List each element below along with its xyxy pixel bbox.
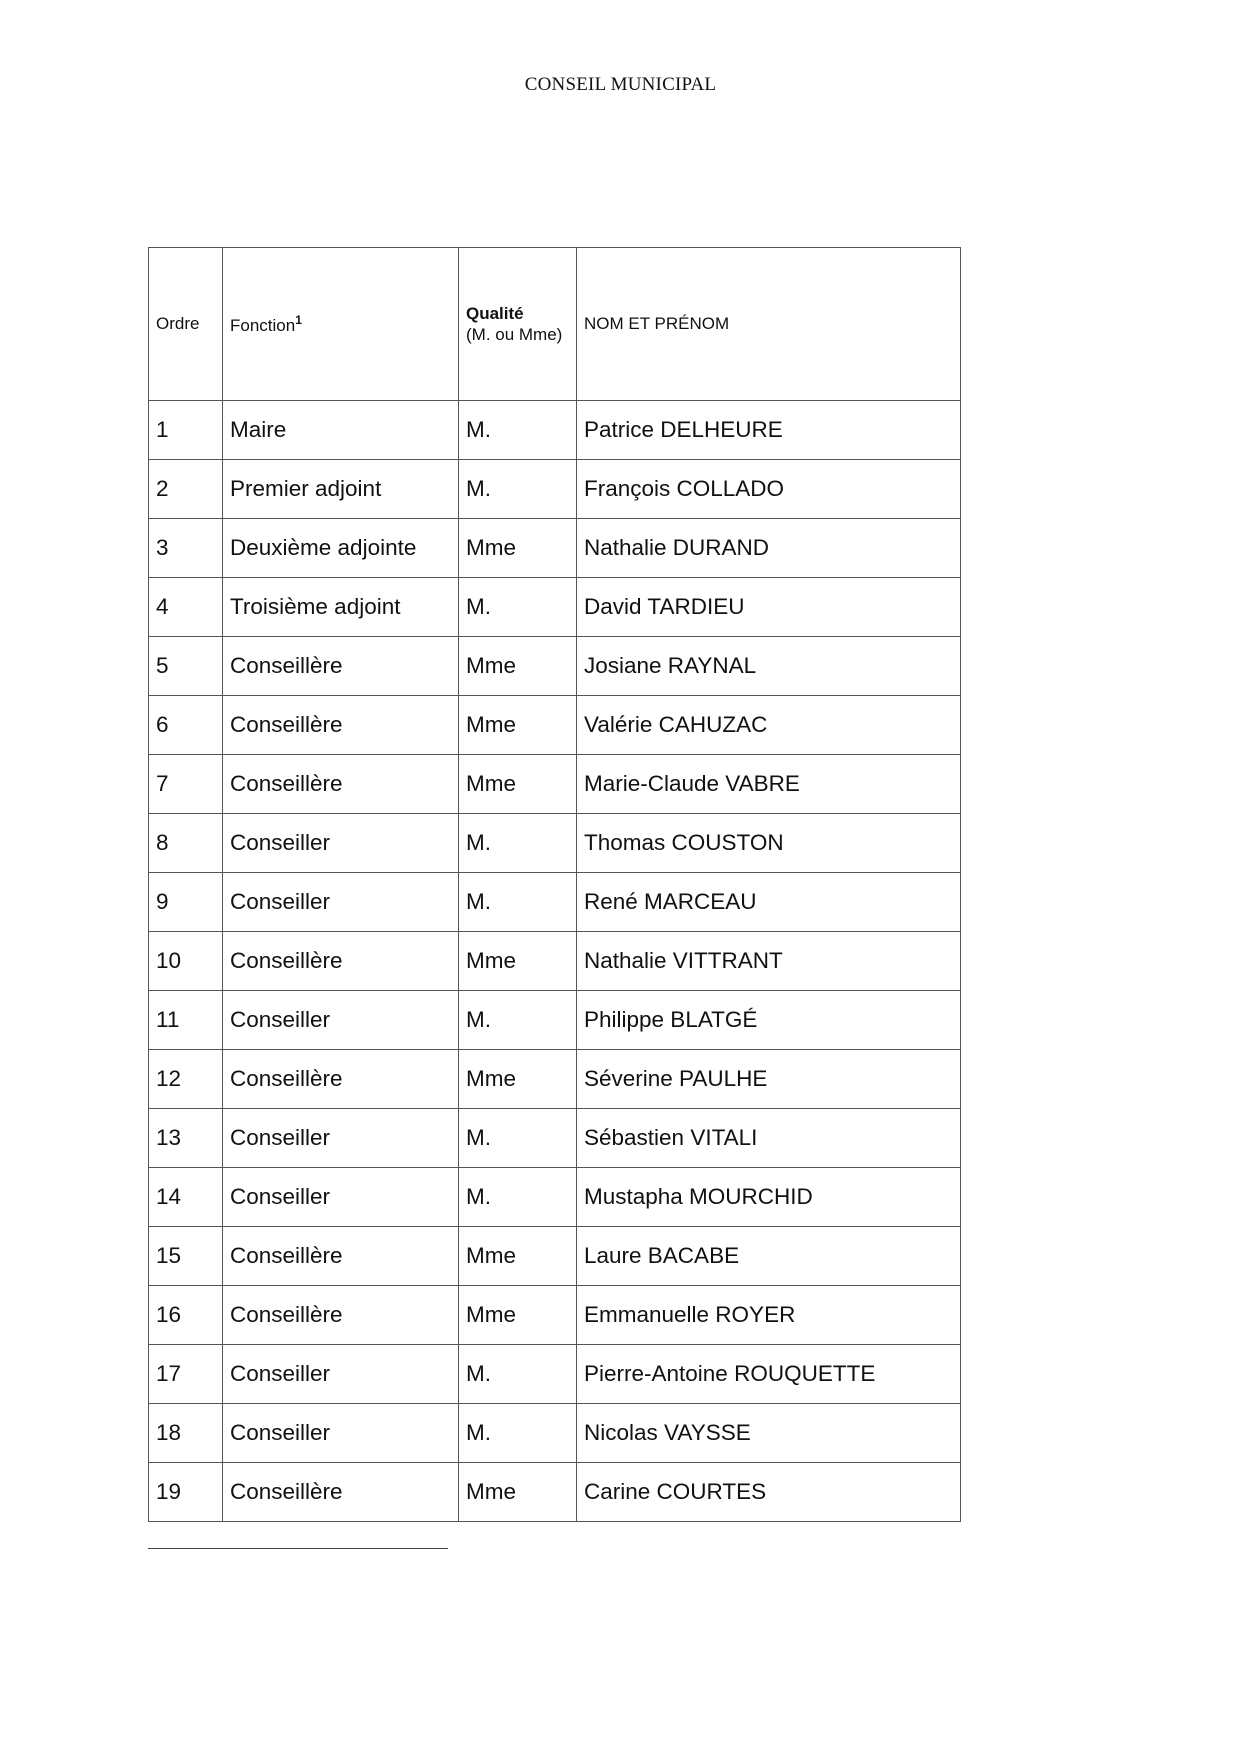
table-row (149, 637, 961, 696)
table-row (149, 1227, 961, 1286)
table-body (149, 401, 961, 1522)
cell-fonction: Conseiller (223, 1168, 459, 1227)
cell-fonction: Conseiller (223, 814, 459, 873)
cell-qualite: Mme (459, 1463, 577, 1522)
cell-ordre: 11 (149, 991, 223, 1050)
cell-nom: Mustapha MOURCHID (577, 1168, 961, 1227)
cell-qualite: M. (459, 991, 577, 1050)
cell-fonction: Conseiller (223, 991, 459, 1050)
cell-nom: Emmanuelle ROYER (577, 1286, 961, 1345)
page-title: CONSEIL MUNICIPAL (524, 74, 717, 95)
cell-ordre: 7 (149, 755, 223, 814)
cell-qualite: M. (459, 873, 577, 932)
cell-ordre: 18 (149, 1404, 223, 1463)
header-qualite-detail: (M. ou Mme) (466, 325, 563, 344)
cell-fonction: Conseiller (223, 1109, 459, 1168)
table-row (149, 932, 961, 991)
header-row (149, 248, 961, 401)
table-row (149, 1050, 961, 1109)
cell-ordre: 14 (149, 1168, 223, 1227)
cell-fonction: Conseillère (223, 637, 459, 696)
cell-fonction: Conseiller (223, 1404, 459, 1463)
cell-qualite: Mme (459, 1227, 577, 1286)
table-row (149, 401, 961, 460)
cell-fonction: Conseillère (223, 755, 459, 814)
cell-ordre: 12 (149, 1050, 223, 1109)
cell-fonction: Conseillère (223, 932, 459, 991)
cell-ordre: 2 (149, 460, 223, 519)
cell-fonction: Conseillère (223, 1463, 459, 1522)
cell-ordre: 13 (149, 1109, 223, 1168)
cell-nom: Nicolas VAYSSE (577, 1404, 961, 1463)
header-ordre (149, 248, 223, 401)
cell-ordre: 5 (149, 637, 223, 696)
cell-qualite: M. (459, 1109, 577, 1168)
footnote-separator (148, 1548, 448, 1549)
header-nom (577, 248, 961, 401)
cell-ordre: 3 (149, 519, 223, 578)
council-members-table (148, 247, 961, 1522)
cell-fonction: Conseillère (223, 1286, 459, 1345)
cell-nom: Thomas COUSTON (577, 814, 961, 873)
table-row (149, 873, 961, 932)
table-row (149, 1345, 961, 1404)
table-row (149, 578, 961, 637)
table-row (149, 1286, 961, 1345)
cell-qualite: Mme (459, 519, 577, 578)
cell-fonction: Deuxième adjointe (223, 519, 459, 578)
cell-ordre: 15 (149, 1227, 223, 1286)
cell-nom: Séverine PAULHE (577, 1050, 961, 1109)
cell-nom: Carine COURTES (577, 1463, 961, 1522)
cell-fonction: Conseiller (223, 873, 459, 932)
cell-nom: Patrice DELHEURE (577, 401, 961, 460)
cell-ordre: 17 (149, 1345, 223, 1404)
cell-nom: Sébastien VITALI (577, 1109, 961, 1168)
cell-qualite: Mme (459, 696, 577, 755)
table-row (149, 1463, 961, 1522)
cell-ordre: 16 (149, 1286, 223, 1345)
cell-qualite: M. (459, 1404, 577, 1463)
cell-nom: René MARCEAU (577, 873, 961, 932)
cell-fonction: Premier adjoint (223, 460, 459, 519)
table-header (149, 248, 961, 401)
cell-ordre: 10 (149, 932, 223, 991)
table-row (149, 696, 961, 755)
cell-fonction: Conseillère (223, 1227, 459, 1286)
header-fonction-label: Fonction (230, 315, 296, 335)
cell-qualite: Mme (459, 1050, 577, 1109)
cell-fonction: Troisième adjoint (223, 578, 459, 637)
cell-ordre: 4 (149, 578, 223, 637)
cell-fonction: Maire (223, 401, 459, 460)
table-row (149, 814, 961, 873)
cell-nom: Nathalie DURAND (577, 519, 961, 578)
header-qualite (459, 248, 577, 401)
table-row (149, 460, 961, 519)
cell-nom: David TARDIEU (577, 578, 961, 637)
cell-qualite: Mme (459, 755, 577, 814)
table-row (149, 1404, 961, 1463)
cell-nom: Valérie CAHUZAC (577, 696, 961, 755)
footnote-marker: 1 (295, 312, 302, 327)
cell-qualite: Mme (459, 932, 577, 991)
cell-ordre: 9 (149, 873, 223, 932)
cell-nom: Pierre-Antoine ROUQUETTE (577, 1345, 961, 1404)
cell-nom: Josiane RAYNAL (577, 637, 961, 696)
header-nom-label: NOM ET PRÉNOM (584, 314, 730, 333)
cell-fonction: Conseillère (223, 1050, 459, 1109)
table-row (149, 1168, 961, 1227)
cell-nom: Laure BACABE (577, 1227, 961, 1286)
cell-qualite: M. (459, 578, 577, 637)
table-row (149, 991, 961, 1050)
table-row (149, 519, 961, 578)
header-fonction (223, 248, 459, 401)
cell-qualite: M. (459, 460, 577, 519)
cell-qualite: M. (459, 814, 577, 873)
cell-qualite: Mme (459, 637, 577, 696)
cell-qualite: M. (459, 1345, 577, 1404)
table-row (149, 755, 961, 814)
cell-nom: Marie-Claude VABRE (577, 755, 961, 814)
cell-nom: Philippe BLATGÉ (577, 991, 961, 1050)
header-ordre-label: Ordre (156, 314, 200, 333)
cell-ordre: 8 (149, 814, 223, 873)
cell-qualite: Mme (459, 1286, 577, 1345)
cell-nom: Nathalie VITTRANT (577, 932, 961, 991)
cell-nom: François COLLADO (577, 460, 961, 519)
cell-qualite: M. (459, 401, 577, 460)
cell-qualite: M. (459, 1168, 577, 1227)
header-qualite-label: Qualité (466, 304, 524, 323)
cell-fonction: Conseiller (223, 1345, 459, 1404)
cell-fonction: Conseillère (223, 696, 459, 755)
cell-ordre: 6 (149, 696, 223, 755)
cell-ordre: 19 (149, 1463, 223, 1522)
table-row (149, 1109, 961, 1168)
cell-ordre: 1 (149, 401, 223, 460)
